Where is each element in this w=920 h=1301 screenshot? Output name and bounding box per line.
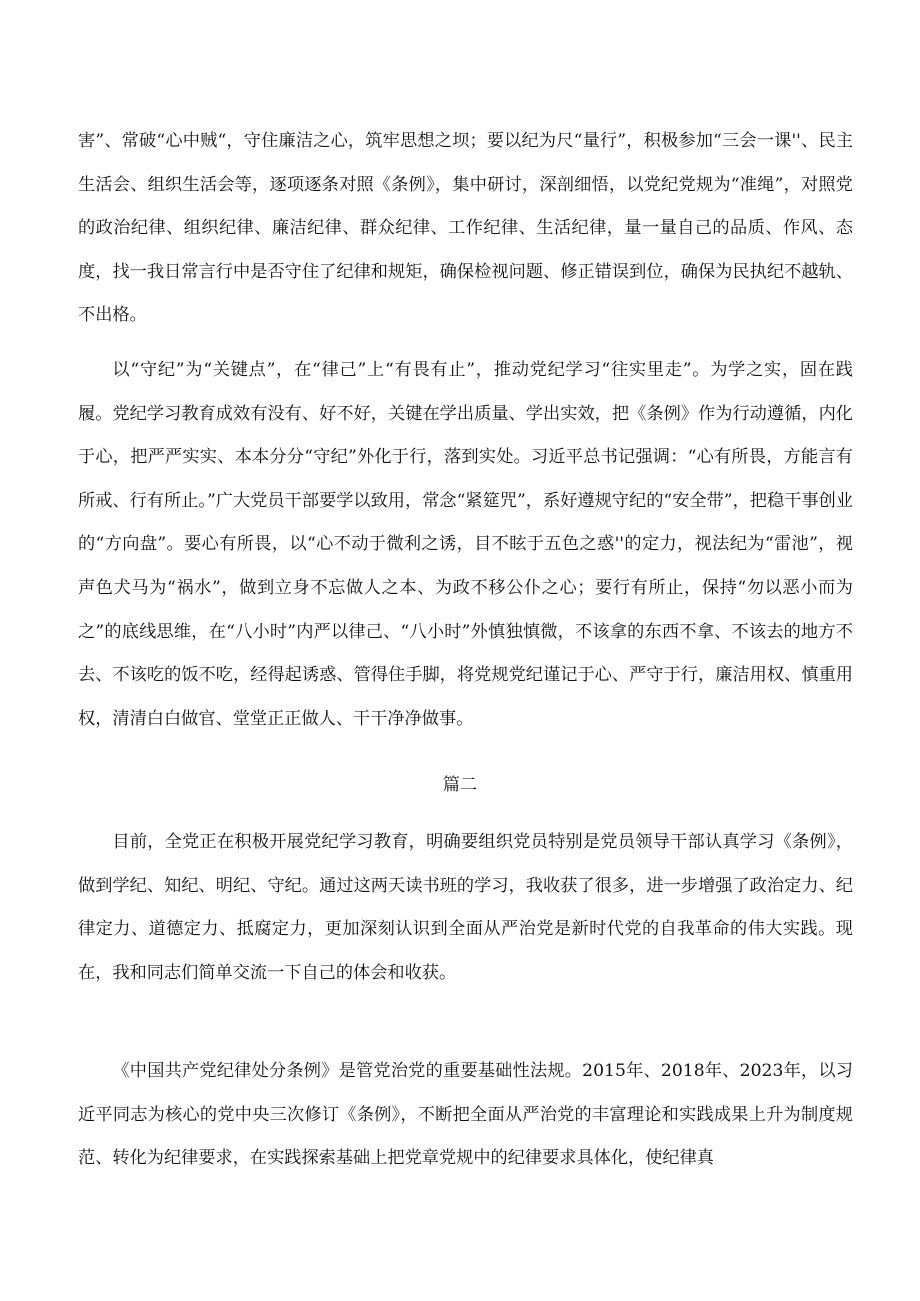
body-paragraph: 目前，全党正在积极开展党纪学习教育，明确要组织党员特别是党员领导干部认真学习《条例》，做到学纪、知纪、明纪、守纪。通过这两天读书班的学习，我收获了很多，进一步增强了政治定力、纪律定力、道德定力、抵腐定力，更加深刻认识到全面从严治党是新时代党的自我革命的伟大实践。现在，我和同志们简单交流一下自己的体会和收获。	[78, 832, 853, 983]
body-paragraph: 以“守纪”为“关键点”，在“律己”上“有畏有止”，推动党纪学习“往实里走”。为学之实，固在践履。党纪学习教育成效有没有、好不好，关键在学出质量、学出实效，把《条例》作为行动遵循，内化于心，把严严实实、本本分分“守纪”外化于行，落到实处。习近平总书记强调：“心有所畏，方能言有所戒、行有所止。”广大党员干部要学以致用，常念“紧筵咒”，系好遵规守纪的“安全带”，把稳干事创业的“方向盘”。要心有所畏，以“心不动于微利之诱，目不眩于五色之惑''的定力，视法纪为“雷池”，视声色犬马为“祸水”，做到立身不忘做人之本、为政不移公仆之心；要行有所止，保持“勿以恶小而为之”的底线思维，在“八小时”内严以律己、“八小时”外慎独慎微，不该拿的东西不拿、不该去的地方不去、不该吃的饭不吃，经得起诱惑、管得住手脚，将党规党纪谨记于心、严守于行，廉洁用权、慎重用权，清清白白做官、堂堂正正做人、干干净净做事。	[78, 360, 853, 729]
body-paragraph: 《中国共产党纪律处分条例》是管党治党的重要基础性法规。2015年、2018年、2023年，以习近平同志为核心的党中央三次修订《条例》，不断把全面从严治党的丰富理论和实践成果上升为制度规范、转化为纪律要求，在实践探索基础上把党章党规中的纪律要求具体化，使纪律真	[78, 1061, 853, 1169]
body-paragraph: 害”、常破“心中贼“，守住廉洁之心，筑牢思想之坝；要以纪为尺“量行”，积极参加“三会一课''、民主生活会、组织生活会等，逐项逐条对照《条例》，集中研讨，深剖细悟，以党纪党规为“准绳”，对照党的政治纪律、组织纪律、廉洁纪律、群众纪律、工作纪律、生活纪律，量一量自己的品质、作风、态度，找一我日常言行中是否守住了纪律和规矩，确保检视问题、修正错误到位，确保为民执纪不越轨、不出格。	[78, 131, 853, 326]
section-heading: 篇二	[442, 775, 478, 795]
